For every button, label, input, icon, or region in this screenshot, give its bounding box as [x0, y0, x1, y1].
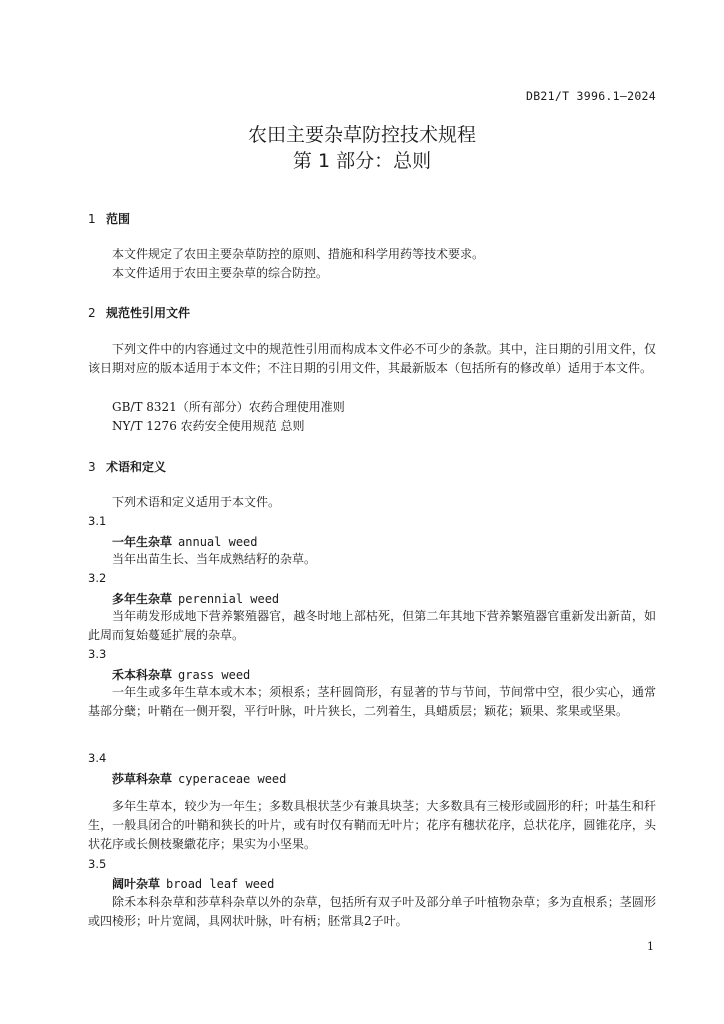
term-heading [112, 666, 250, 683]
term-chinese: 多年生杂草 [112, 592, 173, 606]
section-2-paragraph: 下列文件中的内容通过文中的规范性引用而构成本文件必不可少的条款。其中，注日期的引用文件，仅该日期对应的版本适用于本文件；不注日期的引用文件，其最新版本（包括所有的修改单）适用于本文件。 [88, 342, 656, 375]
page-number: 1 [647, 940, 654, 953]
section-number: 3 [88, 460, 96, 474]
section-1-paragraph-1: 本文件规定了农田主要杂草防控的原则、措施和科学用药等技术要求。 [112, 247, 485, 261]
section-number: 1 [88, 212, 96, 226]
term-definition: 一年生或多年生草本或木本；须根系；茎秆圆筒形，有显著的节与节间，节间常中空，很少实心，通常基部分蘖；叶鞘在一侧开裂，平行叶脉，叶片狭长，二列着生，具蜡质层；颖花；颖果、浆果或坚果。 [88, 685, 656, 718]
normative-reference-2: NY/T 1276 农药安全使用规范 总则 [112, 419, 305, 433]
term-heading [112, 770, 286, 787]
term-heading [112, 590, 279, 607]
section-1-heading [88, 210, 130, 227]
term-definition: 当年出苗生长、当年成熟结籽的杂草。 [112, 552, 317, 566]
section-title: 范围 [106, 212, 131, 226]
term-english: perennial weed [178, 592, 280, 606]
term-number: 3.4 [88, 751, 107, 765]
standard-code: DB21/T 3996.1—2024 [525, 89, 656, 103]
section-2-heading [88, 304, 190, 321]
term-chinese: 阔叶杂草 [112, 877, 161, 891]
section-title: 规范性引用文件 [106, 306, 191, 320]
term-english: broad leaf weed [166, 877, 275, 891]
term-chinese: 一年生杂草 [112, 535, 173, 549]
term-definition: 除禾本科杂草和莎草科杂草以外的杂草，包括所有双子叶及部分单子叶植物杂草；多为直根系；茎圆形或四棱形；叶片宽阔，具网状叶脉，叶有柄；胚常具2子叶。 [88, 895, 656, 928]
term-number: 3.5 [88, 857, 107, 871]
term-english: grass weed [178, 668, 251, 682]
section-3-heading [88, 458, 166, 475]
term-number: 3.3 [88, 647, 107, 661]
term-number: 3.1 [88, 514, 107, 528]
term-definition: 当年萌发形成地下营养繁殖器官，越冬时地上部枯死，但第二年其地下营养繁殖器官重新发出新苗，如此周而复始蔓延扩展的杂草。 [88, 609, 656, 642]
term-english: annual weed [178, 535, 258, 549]
term-chinese: 莎草科杂草 [112, 772, 173, 786]
document-subtitle: 第 1 部分：总则 [292, 150, 432, 172]
normative-reference-1: GB/T 8321（所有部分）农药合理使用准则 [112, 400, 345, 414]
document-title: 农田主要杂草防控技术规程 [247, 124, 476, 146]
term-chinese: 禾本科杂草 [112, 668, 173, 682]
term-definition: 多年生草本，较少为一年生；多数具根状茎少有兼具块茎；大多数具有三棱形或圆形的秆；叶基生和秆生，一般具闭合的叶鞘和狭长的叶片，或有时仅有鞘而无叶片；花序有穗状花序，总状花序，圆锥花序，头状花序或长侧枝聚繖花序；果实为小坚果。 [88, 799, 656, 851]
section-1-paragraph-2: 本文件适用于农田主要杂草的综合防控。 [112, 266, 329, 280]
section-3-intro: 下列术语和定义适用于本文件。 [112, 495, 281, 509]
term-heading [112, 875, 274, 892]
section-number: 2 [88, 306, 96, 320]
term-heading [112, 533, 258, 550]
section-title: 术语和定义 [106, 460, 167, 474]
term-english: cyperaceae weed [178, 772, 287, 786]
term-number: 3.2 [88, 571, 107, 585]
